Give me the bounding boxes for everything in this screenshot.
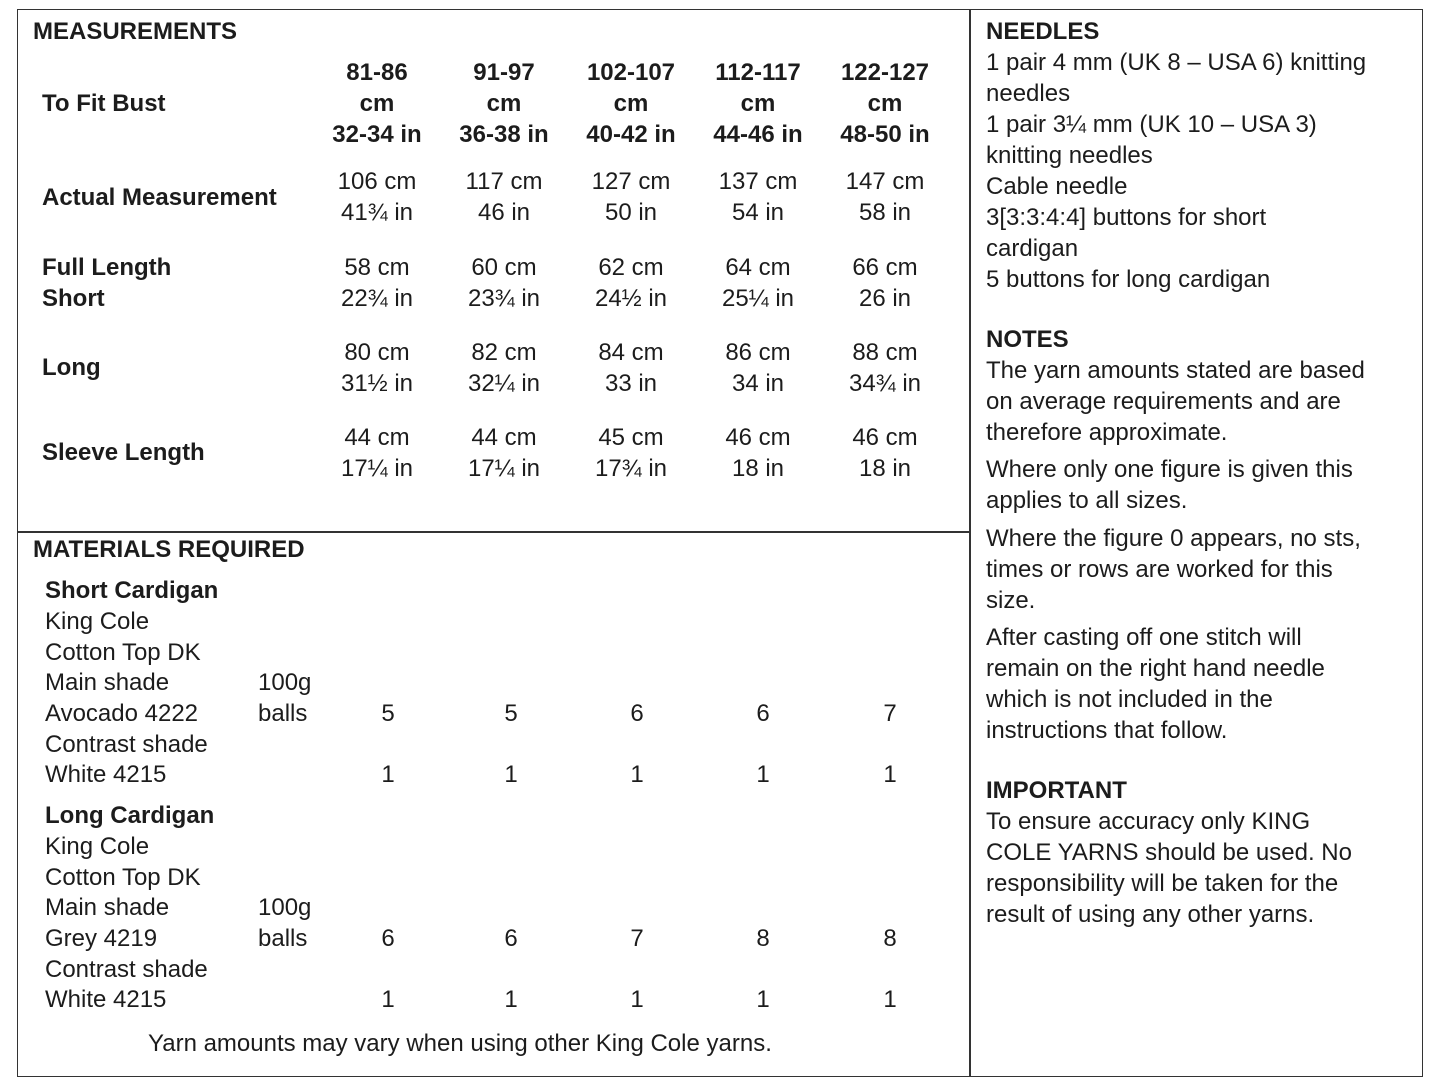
actual-cell: 117 cm 46 in — [465, 168, 543, 226]
long-cardigan-title: Long Cardigan — [45, 802, 215, 829]
long-contrast-qty: 1 — [504, 986, 518, 1013]
row-label-short: Short — [42, 285, 105, 312]
size-header: 91-97 cm 36-38 in — [459, 59, 549, 148]
long-contrast-label: Contrast shade — [45, 956, 208, 983]
row-label-to-fit-bust: To Fit Bust — [42, 90, 166, 117]
actual-cell: 106 cm 41¾ in — [337, 168, 417, 226]
short-contrast-qty: 1 — [756, 761, 770, 788]
size-header: 102-107 cm 40-42 in — [586, 59, 676, 148]
long-contrast-qty: 1 — [630, 986, 644, 1013]
long-contrast-color: White 4215 — [45, 986, 167, 1013]
short-cardigan-brand: King Cole — [45, 608, 150, 635]
short-contrast-qty: 1 — [883, 761, 897, 788]
sleeve-length-cell: 44 cm 17¼ in — [467, 424, 541, 482]
short-contrast-qty: 1 — [504, 761, 518, 788]
needles-line: needles — [986, 80, 1071, 107]
needles-list — [986, 47, 1416, 295]
notes-para-2: Where only one figure is given this applies to all sizes. — [986, 456, 1353, 514]
important-text: To ensure accuracy only KING COLE YARNS should be used. No responsibility will be taken for the result of using any other yarns. — [986, 808, 1352, 928]
size-header: 122-127 cm 48-50 in — [840, 59, 930, 148]
section-divider — [17, 531, 970, 533]
needles-line: knitting needles — [986, 142, 1153, 169]
short-main-shade-label: Main shade — [45, 669, 170, 696]
short-main-qty: 5 — [381, 700, 395, 727]
row-label-long: Long — [42, 354, 101, 381]
long-length-cell: 82 cm 32¼ in — [467, 339, 541, 397]
long-main-qty: 6 — [381, 925, 395, 952]
row-label-full-length: Full Length — [42, 254, 172, 281]
needles-line: 1 pair 3¼ mm (UK 10 – USA 3) — [986, 111, 1317, 138]
sleeve-length-cell: 46 cm 18 in — [852, 424, 918, 482]
short-cardigan-title: Short Cardigan — [45, 577, 219, 604]
long-length-cell: 86 cm 34 in — [725, 339, 791, 397]
notes-para-1: The yarn amounts stated are based on average requirements and are therefore approximate. — [986, 357, 1365, 446]
long-main-qty: 6 — [504, 925, 518, 952]
long-main-qty: 7 — [630, 925, 644, 952]
actual-cell: 147 cm 58 in — [845, 168, 925, 226]
long-main-qty: 8 — [883, 925, 897, 952]
long-contrast-qty: 1 — [381, 986, 395, 1013]
yarn-footnote: Yarn amounts may vary when using other King Cole yarns. — [148, 1030, 772, 1057]
short-length-cell: 64 cm 25¼ in — [721, 254, 795, 312]
short-main-qty: 6 — [756, 700, 770, 727]
sleeve-length-cell: 45 cm 17¾ in — [594, 424, 668, 482]
long-length-cell: 88 cm 34¾ in — [848, 339, 922, 397]
short-contrast-color: White 4215 — [45, 761, 167, 788]
short-unit-balls: balls — [258, 700, 308, 727]
short-contrast-label: Contrast shade — [45, 731, 208, 758]
short-main-qty: 6 — [630, 700, 644, 727]
short-main-qty: 5 — [504, 700, 518, 727]
long-unit-weight: 100g — [258, 894, 312, 921]
needles-line: 1 pair 4 mm (UK 8 – USA 6) knitting — [986, 49, 1367, 76]
actual-cell: 127 cm 50 in — [591, 168, 671, 226]
size-header: 112-117 cm 44-46 in — [713, 59, 803, 148]
notes-heading: NOTES — [986, 326, 1069, 353]
long-length-cell: 80 cm 31½ in — [340, 339, 414, 397]
actual-cell: 137 cm 54 in — [718, 168, 798, 226]
long-cardigan-yarn: Cotton Top DK — [45, 864, 201, 891]
column-divider — [969, 9, 971, 1077]
long-main-qty: 8 — [756, 925, 770, 952]
long-length-cell: 84 cm 33 in — [598, 339, 664, 397]
row-label-sleeve: Sleeve Length — [42, 439, 205, 466]
long-unit-balls: balls — [258, 925, 308, 952]
long-cardigan-brand: King Cole — [45, 833, 150, 860]
short-cardigan-yarn: Cotton Top DK — [45, 639, 201, 666]
sleeve-length-cell: 46 cm 18 in — [725, 424, 791, 482]
short-main-shade-color: Avocado 4222 — [45, 700, 199, 727]
notes-para-3: Where the figure 0 appears, no sts, times or rows are worked for this size. — [986, 525, 1361, 614]
long-main-shade-label: Main shade — [45, 894, 170, 921]
short-length-cell: 60 cm 23¾ in — [467, 254, 541, 312]
size-header: 81-86 cm 32-34 in — [332, 59, 422, 148]
needles-line: Cable needle — [986, 173, 1128, 200]
notes-para-4: After casting off one stitch will remain on the right hand needle which is not included in the instructions that follow. — [986, 624, 1325, 744]
important-heading: IMPORTANT — [986, 777, 1127, 804]
short-unit-weight: 100g — [258, 669, 312, 696]
row-label-actual: Actual Measurement — [42, 184, 277, 211]
needles-line: cardigan — [986, 235, 1079, 262]
long-main-shade-color: Grey 4219 — [45, 925, 158, 952]
short-length-cell: 58 cm 22¾ in — [340, 254, 414, 312]
short-length-cell: 62 cm 24½ in — [594, 254, 668, 312]
needles-line: 5 buttons for long cardigan — [986, 266, 1271, 293]
short-length-cell: 66 cm 26 in — [852, 254, 918, 312]
long-contrast-qty: 1 — [756, 986, 770, 1013]
long-contrast-qty: 1 — [883, 986, 897, 1013]
sleeve-length-cell: 44 cm 17¼ in — [340, 424, 414, 482]
needles-heading: NEEDLES — [986, 18, 1100, 45]
needles-line: 3[3:3:4:4] buttons for short — [986, 204, 1267, 231]
materials-heading: MATERIALS REQUIRED — [33, 536, 305, 563]
short-main-qty: 7 — [883, 700, 897, 727]
short-contrast-qty: 1 — [630, 761, 644, 788]
measurements-heading: MEASUREMENTS — [33, 18, 238, 45]
short-contrast-qty: 1 — [381, 761, 395, 788]
